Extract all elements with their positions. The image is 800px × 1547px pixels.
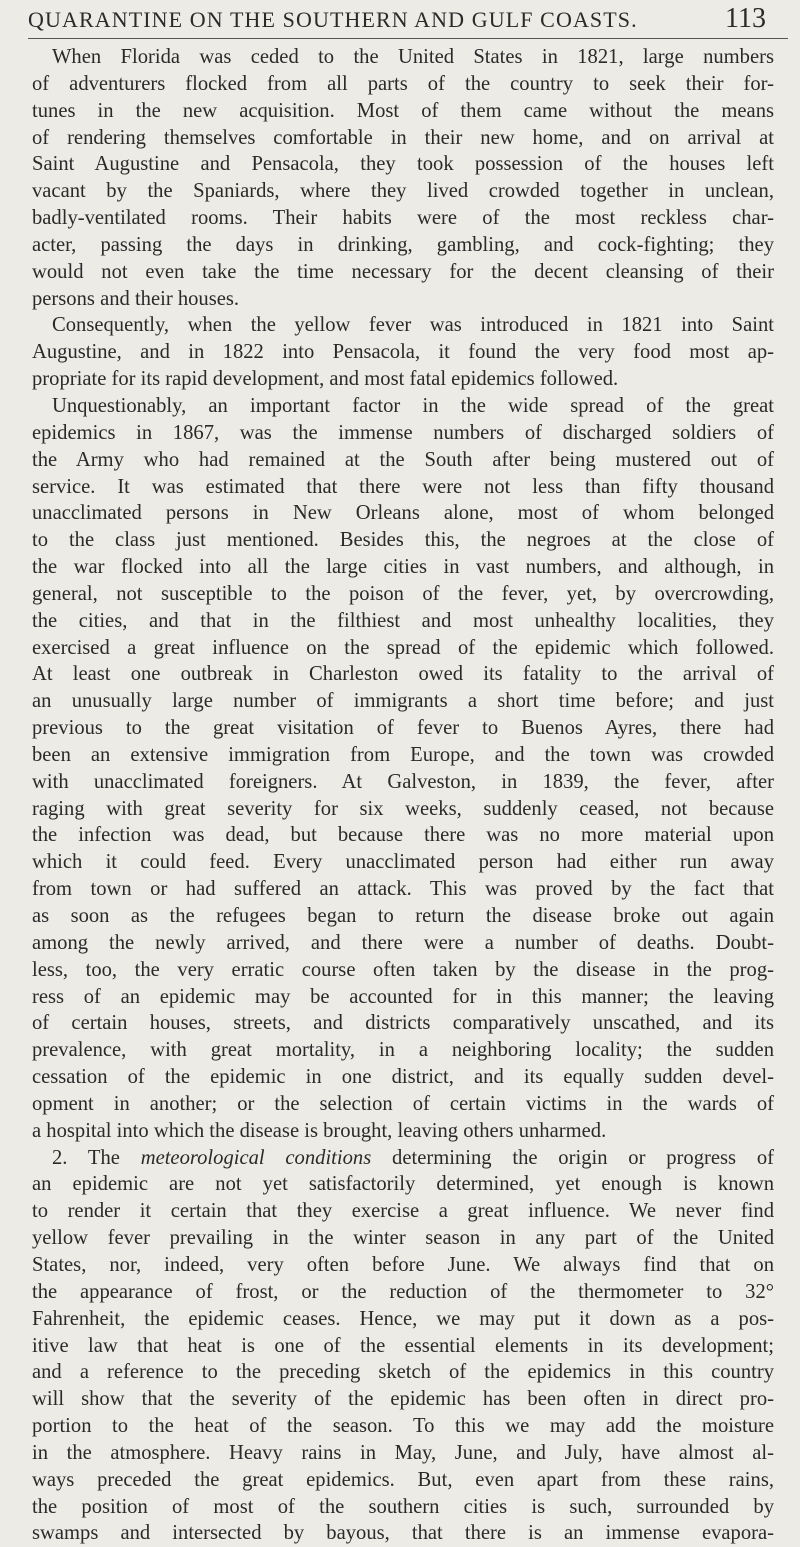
page-number: 113 xyxy=(725,3,766,34)
text-line-post: determining the origin or progress of xyxy=(371,1146,774,1169)
text-line: Augustine, and in 1822 into Pensacola, it found the very food most ap- xyxy=(32,341,774,364)
text-line: portion to the heat of the season. To this we may add the moisture xyxy=(32,1415,774,1438)
body-text xyxy=(32,44,774,1547)
text-line: of rendering themselves comfortable in their new home, and on arrival at xyxy=(32,126,774,149)
text-line: tunes in the new acquisition. Most of them came without the means xyxy=(32,99,774,122)
text-line: been an extensive immigration from Europe, and the town was crowded xyxy=(32,743,774,766)
header-rule xyxy=(28,38,788,39)
text-line: At least one outbreak in Charleston owed its fatality to the arrival of xyxy=(32,663,774,686)
text-line: from town or had suffered an attack. This was proved by the fact that xyxy=(32,878,774,901)
text-line: to render it certain that they exercise a great influence. We never find xyxy=(32,1200,774,1223)
text-line: the position of most of the southern cities is such, surrounded by xyxy=(32,1495,774,1518)
text-line: the cities, and that in the filthiest and most unhealthy localities, they xyxy=(32,609,774,632)
text-line: ways preceded the great epidemics. But, even apart from these rains, xyxy=(32,1468,774,1491)
text-line: exercised a great influence on the spread of the epidemic which followed. xyxy=(32,636,774,659)
text-line: the war flocked into all the large cities in vast numbers, and although, in xyxy=(32,556,774,579)
text-line: unacclimated persons in New Orleans alone, most of whom belonged xyxy=(32,502,774,525)
text-line: with unacclimated foreigners. At Galveston, in 1839, the fever, after xyxy=(32,770,774,793)
page-header xyxy=(28,3,768,39)
text-line: will show that the severity of the epidemic has been often in direct pro- xyxy=(32,1388,774,1411)
text-line: a hospital into which the disease is brought, leaving others unharmed. xyxy=(32,1119,607,1142)
text-line: opment in another; or the selection of certain victims in the wards of xyxy=(32,1092,774,1115)
text-line: which it could feed. Every unacclimated person had either run away xyxy=(32,851,774,874)
text-line: an epidemic are not yet satisfactorily determined, yet enough is known xyxy=(32,1173,774,1196)
text-line: yellow fever prevailing in the winter season in any part of the United xyxy=(32,1227,774,1250)
text-line: ress of an epidemic may be accounted for in this manner; the leaving xyxy=(32,985,774,1008)
text-line: itive law that heat is one of the essential elements in its development; xyxy=(32,1334,774,1357)
text-line: Unquestionably, an important factor in the wide spread of the great xyxy=(52,394,774,417)
text-line xyxy=(32,1145,774,1172)
text-line: epidemics in 1867, was the immense numbers of discharged soldiers of xyxy=(32,421,774,444)
text-line: raging with great severity for six weeks, suddenly ceased, not because xyxy=(32,797,774,820)
text-line: among the newly arrived, and there were a number of deaths. Doubt- xyxy=(32,931,774,954)
text-line: an unusually large number of immigrants a short time before; and just xyxy=(32,690,774,713)
text-line: propriate for its rapid development, and most fatal epidemics followed. xyxy=(32,368,619,391)
text-line: prevalence, with great mortality, in a neighboring locality; the sudden xyxy=(32,1039,774,1062)
text-line: When Florida was ceded to the United States in 1821, large numbers xyxy=(52,46,774,68)
text-line: swamps and intersected by bayous, that there is an immense evapora- xyxy=(32,1522,774,1545)
text-line: acter, passing the days in drinking, gambling, and cock-fighting; they xyxy=(32,233,774,256)
text-line: vacant by the Spaniards, where they lived crowded together in unclean, xyxy=(32,180,774,203)
text-line: the infection was dead, but because there was no more material upon xyxy=(32,824,774,847)
text-line: would not even take the time necessary for the decent cleansing of their xyxy=(32,260,774,283)
text-line: general, not susceptible to the poison of the fever, yet, by overcrowding, xyxy=(32,582,774,605)
text-line: of certain houses, streets, and districts comparatively unscathed, and its xyxy=(32,1012,774,1035)
text-line: cessation of the epidemic in one district, and its equally sudden devel- xyxy=(32,1066,774,1089)
text-line: Fahrenheit, the epidemic ceases. Hence, we may put it down as a pos- xyxy=(32,1307,774,1330)
text-line: less, too, the very erratic course often taken by the disease in the prog- xyxy=(32,958,774,981)
text-line: in the atmosphere. Heavy rains in May, June, and July, have almost al- xyxy=(32,1441,774,1464)
text-line: of adventurers flocked from all parts of the country to seek their for- xyxy=(32,72,774,95)
text-line: previous to the great visitation of fever to Buenos Ayres, there had xyxy=(32,717,774,740)
text-line: the Army who had remained at the South after being mustered out of xyxy=(32,448,774,471)
text-line: badly-ventilated rooms. Their habits were of the most reckless char- xyxy=(32,207,774,230)
text-line: the appearance of frost, or the reduction of the thermometer to 32° xyxy=(32,1280,774,1303)
running-head: QUARANTINE ON THE SOUTHERN AND GULF COASTS. xyxy=(28,7,638,32)
italic-term: meteorological conditions xyxy=(140,1146,372,1169)
text-line: as soon as the refugees began to return the disease broke out again xyxy=(32,905,774,927)
text-line: Saint Augustine and Pensacola, they took possession of the houses left xyxy=(32,153,774,176)
text-line-pre: 2. The xyxy=(52,1146,141,1169)
text-line: to the class just mentioned. Besides this, the negroes at the close of xyxy=(32,529,774,552)
text-line: States, nor, indeed, very often before June. We always find that on xyxy=(32,1253,774,1276)
text-line: and a reference to the preceding sketch of the epidemics in this country xyxy=(32,1361,774,1384)
text-line: Consequently, when the yellow fever was introduced in 1821 into Saint xyxy=(52,314,774,337)
text-line: persons and their houses. xyxy=(32,287,240,310)
text-line: service. It was estimated that there were not less than fifty thousand xyxy=(32,475,774,498)
